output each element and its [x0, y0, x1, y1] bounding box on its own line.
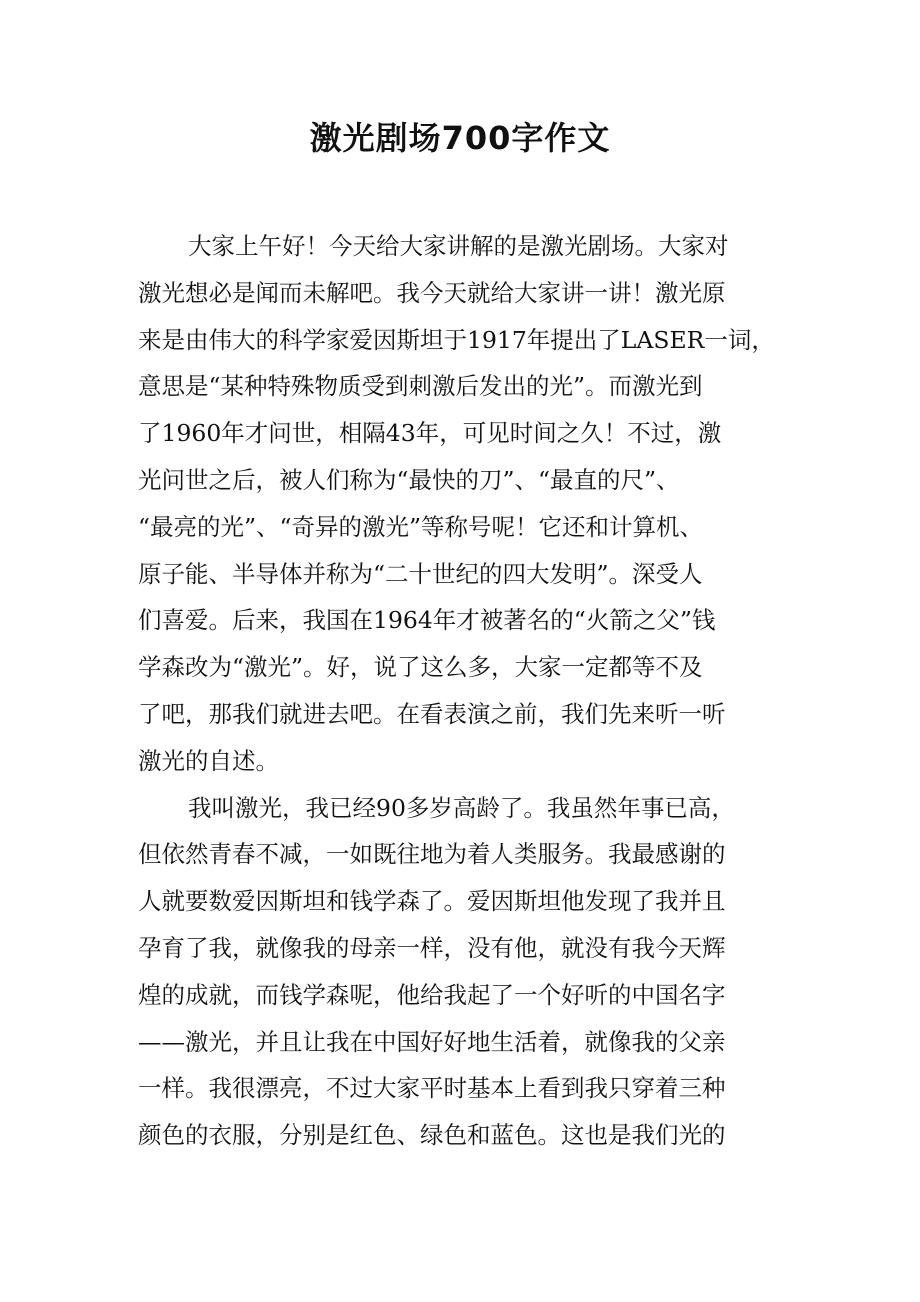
- paragraph-2-line-5: 煌的成就，而钱学森呢，他给我起了一个好听的中国名字: [138, 980, 726, 1009]
- paragraph-1-line-9: 们喜爱。后来，我国在1964年才被著名的“火箭之父”钱: [138, 606, 716, 635]
- paragraph-2-line-3: 人就要数爱因斯坦和钱学森了。爱因斯坦他发现了我并且: [138, 887, 726, 916]
- paragraph-2-line-8: 颜色的衣服，分别是红色、绿色和蓝色。这也是我们光的: [138, 1121, 726, 1150]
- paragraph-1-line-1: 大家上午好！今天给大家讲解的是激光剧场。大家对: [188, 232, 729, 260]
- paragraph-2-line-7: 一样。我很漂亮，不过大家平时基本上看到我只穿着三种: [138, 1074, 726, 1103]
- document-title: 激光剧场700字作文: [309, 119, 611, 157]
- paragraph-1-line-3: 来是由伟大的科学家爱因斯坦于1917年提出了LASER一词，: [138, 325, 775, 354]
- paragraph-1-line-12: 激光的自述。: [138, 746, 279, 775]
- paragraph-1-line-5: 了1960年才问世，相隔43年，可见时间之久！不过，激: [138, 419, 722, 448]
- paragraph-1-line-10: 学森改为“激光”。好，说了这么多，大家一定都等不及: [138, 653, 703, 682]
- paragraph-2-line-1: 我叫激光，我已经90多岁高龄了。我虽然年事已高，: [188, 793, 735, 822]
- paragraph-1-line-6: 光问世之后，被人们称为“最快的刀”、“最直的尺”、: [138, 465, 680, 494]
- paragraph-1-line-7: “最亮的光”、“奇异的激光”等称号呢！它还和计算机、: [138, 512, 704, 541]
- paragraph-1-line-2: 激光想必是闻而未解吧。我今天就给大家讲一讲！激光原: [138, 278, 726, 307]
- paragraph-2-line-6: ——激光，并且让我在中国好好地生活着，就像我的父亲: [138, 1027, 726, 1056]
- document-body: [138, 223, 778, 1159]
- paragraph-1-line-11: 了吧，那我们就进去吧。在看表演之前，我们先来听一听: [138, 699, 726, 728]
- paragraph-2-line-2: 但依然青春不减，一如既往地为着人类服务。我最感谢的: [138, 840, 726, 869]
- paragraph-2-line-4: 孕育了我，就像我的母亲一样，没有他，就没有我今天辉: [138, 933, 726, 962]
- paragraph-1-line-4: 意思是“某种特殊物质受到刺激后发出的光”。而激光到: [138, 372, 703, 401]
- paragraph-1-line-8: 原子能、半导体并称为“二十世纪的四大发明”。深受人: [138, 559, 703, 588]
